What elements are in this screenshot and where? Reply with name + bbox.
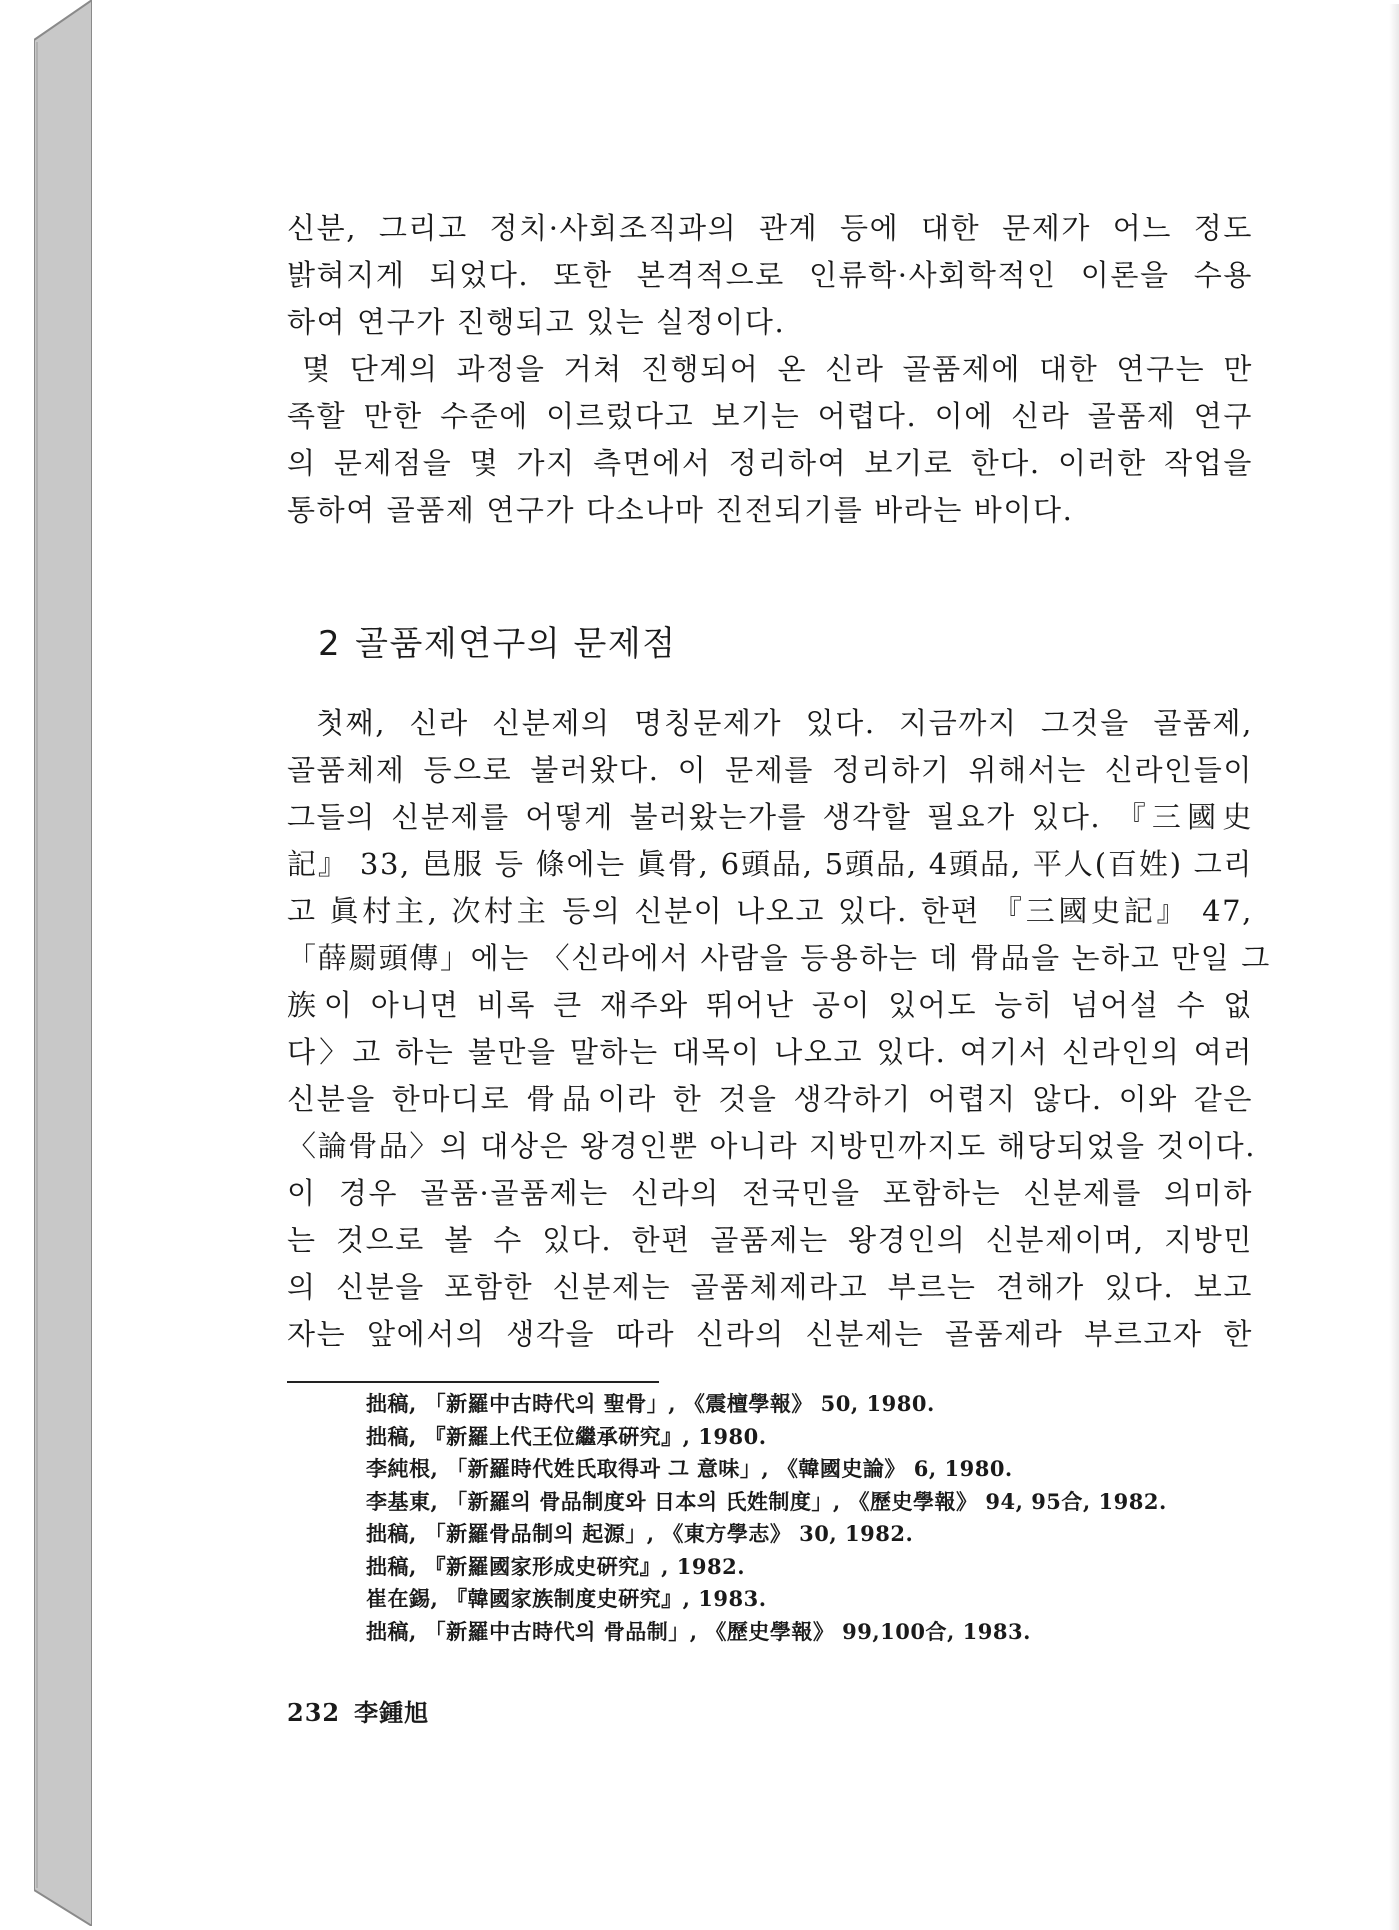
running-author: 李鍾旭 bbox=[354, 1698, 430, 1727]
text-line: 다〉고 하는 불만을 말하는 대목이 나오고 있다. 여기서 신라인의 여러 bbox=[287, 1035, 1253, 1069]
text-line: 의 문제점을 몇 가지 측면에서 정리하여 보기로 한다. 이러한 작업을 bbox=[287, 446, 1253, 480]
text-line: 「薛罽頭傳」에는 〈신라에서 사람을 등용하는 데 骨品을 논하고 만일 그 bbox=[287, 941, 1271, 975]
text-line: 고 眞村主, 次村主 등의 신분이 나오고 있다. 한편 『三國史記』 47, bbox=[287, 894, 1253, 928]
intro-paragraph bbox=[287, 205, 1253, 346]
text-line: 족할 만한 수준에 이르렀다고 보기는 어렵다. 이에 신라 골품제 연구 bbox=[287, 399, 1253, 433]
second-paragraph bbox=[287, 346, 1253, 534]
page-folio bbox=[287, 1693, 429, 1728]
footnote-item: 拙稿, 「新羅中古時代의 骨品制」, 《歷史學報》 99,100合, 1983. bbox=[366, 1618, 1031, 1644]
section-heading bbox=[318, 616, 677, 665]
text-line: 자는 앞에서의 생각을 따라 신라의 신분제는 골품제라 부르고자 한 bbox=[287, 1317, 1253, 1351]
footnote-list bbox=[366, 1388, 1167, 1648]
text-line: 신분을 한마디로 骨品이라 한 것을 생각하기 어렵지 않다. 이와 같은 bbox=[287, 1082, 1253, 1116]
book-spine bbox=[34, 0, 92, 1926]
text-line: 신분, 그리고 정치·사회조직과의 관계 등에 대한 문제가 어느 정도 bbox=[287, 211, 1253, 245]
text-line: 몇 단계의 과정을 거쳐 진행되어 온 신라 골품제에 대한 연구는 만 bbox=[302, 352, 1253, 386]
text-line: 의 신분을 포함한 신분제는 골품체제라고 부르는 견해가 있다. 보고 bbox=[287, 1270, 1253, 1304]
footnote-item: 李基東, 「新羅의 骨品制度와 日本의 氏姓制度」, 《歷史學報》 94, 95合, 1982. bbox=[366, 1488, 1167, 1514]
text-line: 하여 연구가 진행되고 있는 실정이다. bbox=[287, 305, 786, 339]
footnote-item: 拙稿, 『新羅上代王位繼承硏究』, 1980. bbox=[366, 1423, 767, 1449]
text-line: 밝혀지게 되었다. 또한 본격적으로 인류학·사회학적인 이론을 수용 bbox=[287, 258, 1253, 292]
page-edge-shadow bbox=[1389, 4, 1399, 1930]
footnote-item: 拙稿, 『新羅國家形成史硏究』, 1982. bbox=[366, 1553, 746, 1579]
page-number: 232 bbox=[287, 1698, 341, 1727]
section-number: 2 bbox=[318, 624, 342, 664]
text-line: 는 것으로 볼 수 있다. 한편 골품제는 왕경인의 신분제이며, 지방민 bbox=[287, 1223, 1253, 1257]
body-paragraph bbox=[287, 700, 1271, 1358]
text-line: 그들의 신분제를 어떻게 불러왔는가를 생각할 필요가 있다. 『三國史 bbox=[287, 800, 1253, 834]
footnote-item: 崔在錫, 『韓國家族制度史硏究』, 1983. bbox=[366, 1586, 767, 1611]
footnote-divider bbox=[287, 1381, 659, 1383]
footnote-item: 李純根, 「新羅時代姓氏取得과 그 意味」, 《韓國史論》 6, 1980. bbox=[366, 1456, 1013, 1481]
text-line: 골품체제 등으로 불러왔다. 이 문제를 정리하기 위해서는 신라인들이 bbox=[287, 753, 1253, 787]
footnote-item: 拙稿, 「新羅中古時代의 聖骨」, 《震檀學報》 50, 1980. bbox=[366, 1391, 935, 1416]
text-line: 記』 33, 邑服 등 條에는 眞骨, 6頭品, 5頭品, 4頭品, 平人(百姓) 그리 bbox=[287, 847, 1253, 881]
text-line: 통하여 골품제 연구가 다소나마 진전되기를 바라는 바이다. bbox=[287, 493, 1074, 527]
body-text-block bbox=[287, 700, 1271, 1358]
text-line: 〈論骨品〉의 대상은 왕경인뿐 아니라 지방민까지도 해당되었을 것이다. bbox=[287, 1129, 1257, 1163]
section-title: 골품제연구의 문제점 bbox=[355, 624, 677, 664]
text-line: 첫째, 신라 신분제의 명칭문제가 있다. 지금까지 그것을 골품제, bbox=[316, 706, 1253, 740]
text-line: 이 경우 골품·골품제는 신라의 전국민을 포함하는 신분제를 의미하 bbox=[287, 1176, 1253, 1210]
book-spine-graphic bbox=[34, 0, 92, 1926]
text-line: 族이 아니면 비록 큰 재주와 뛰어난 공이 있어도 능히 넘어설 수 없 bbox=[287, 988, 1253, 1022]
body-text-block bbox=[287, 205, 1253, 534]
footnote-item: 拙稿, 「新羅骨品制의 起源」, 《東方學志》 30, 1982. bbox=[366, 1521, 914, 1546]
